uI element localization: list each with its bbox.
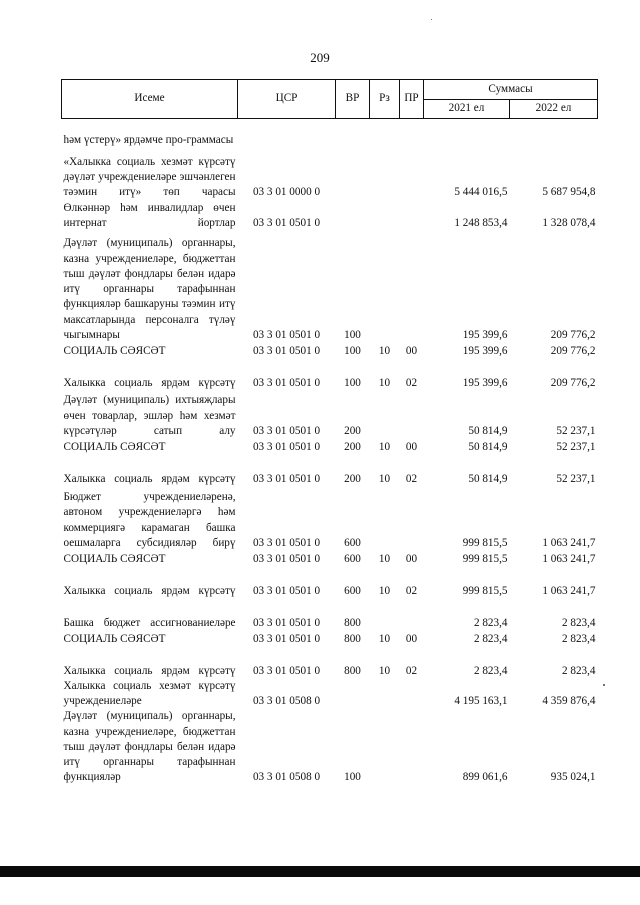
row-pr — [400, 391, 424, 439]
row-sum-2022: 209 776,2 — [550, 344, 596, 357]
row-csr: 03 3 01 0000 0 — [252, 186, 321, 199]
row-pr: 02 — [405, 664, 418, 677]
table-row — [62, 599, 598, 631]
row-csr: 03 3 01 0501 0 — [252, 328, 321, 341]
row-csr — [238, 119, 336, 149]
table-row — [62, 231, 598, 343]
table-row — [62, 679, 598, 709]
row-vr — [336, 201, 370, 231]
row-vr: 100 — [344, 376, 361, 389]
row-csr: 03 3 01 0501 0 — [252, 344, 321, 357]
row-pr: 00 — [405, 440, 418, 453]
row-rz: 10 — [378, 440, 391, 453]
row-sum-2022: 1 063 241,7 — [542, 552, 596, 565]
header-vr: ВР — [336, 80, 370, 119]
row-name: СОЦИАЛЬ СӘЯСӘТ — [63, 440, 166, 453]
row-name: «Халыкка социаль хезмәт күрсәтү дәүләт учреждениеләре эшчәнлеген тәэмин итү» төп чарасы — [63, 155, 236, 199]
row-sum-2021: 2 823,4 — [473, 632, 508, 645]
row-sum-2022: 1 063 241,7 — [542, 584, 596, 597]
header-year-2022: 2022 ел — [510, 100, 598, 119]
row-sum-2022: 2 823,4 — [561, 632, 596, 645]
row-sum-2021: 50 814,9 — [468, 440, 508, 453]
row-vr — [336, 119, 370, 149]
row-vr: 100 — [344, 771, 361, 784]
table-row — [62, 455, 598, 487]
row-sum-2022: 209 776,2 — [550, 376, 596, 389]
row-sum-2021: 5 444 016,5 — [454, 186, 508, 199]
row-vr: 800 — [344, 616, 361, 629]
row-sum-2022: 52 237,1 — [556, 472, 596, 485]
row-pr: 00 — [405, 344, 418, 357]
row-pr — [400, 599, 424, 631]
table-row — [62, 149, 598, 201]
header-sums: Суммасы — [424, 80, 598, 100]
header-rz: Рз — [370, 80, 400, 119]
row-name: СОЦИАЛЬ СӘЯСӘТ — [63, 632, 166, 645]
table-body — [62, 119, 598, 786]
row-rz — [370, 599, 400, 631]
row-pr — [400, 487, 424, 551]
row-sum-2022: 2 823,4 — [561, 664, 596, 677]
row-sum-2022: 5 687 954,8 — [542, 186, 596, 199]
row-vr: 800 — [344, 664, 361, 677]
header-name: Исеме — [62, 80, 238, 119]
row-vr: 100 — [344, 344, 361, 357]
row-sum-2021: 195 399,6 — [462, 344, 508, 357]
row-sum-2022: 1 328 078,4 — [542, 216, 596, 229]
row-rz: 10 — [378, 552, 391, 565]
row-name: Халыкка социаль хезмәт күрсәтү учреждениеләре — [63, 679, 236, 708]
row-name: СОЦИАЛЬ СӘЯСӘТ — [63, 552, 166, 565]
row-name: Бюджет учреждениеләренә, автоном учреждениеләргә һәм коммерциягә карамаган башка оешмаларга субсидияләр бирү — [63, 491, 236, 549]
row-rz: 10 — [378, 664, 391, 677]
row-pr — [400, 149, 424, 201]
table-row — [62, 359, 598, 391]
header-csr: ЦСР — [238, 80, 336, 119]
row-sum-2021 — [424, 119, 510, 149]
row-pr — [400, 679, 424, 709]
row-pr — [400, 201, 424, 231]
header-year-2021: 2021 ел — [424, 100, 510, 119]
row-csr: 03 3 01 0501 0 — [252, 616, 321, 629]
row-rz — [370, 231, 400, 343]
row-csr: 03 3 01 0501 0 — [252, 216, 321, 229]
row-sum-2021: 50 814,9 — [468, 472, 508, 485]
row-vr: 200 — [344, 440, 361, 453]
row-vr: 200 — [344, 472, 361, 485]
row-sum-2022: 209 776,2 — [550, 328, 596, 341]
row-sum-2021: 899 061,6 — [462, 771, 508, 784]
row-pr — [400, 709, 424, 785]
row-vr: 600 — [344, 536, 361, 549]
row-csr: 03 3 01 0508 0 — [252, 771, 321, 784]
row-name: Дәүләт (муниципаль) органнары, казна учреждениеләре, бюджеттан тыш дәүләт фондлары белән идарә итү органнары тарафыннан функцияләр — [63, 710, 236, 784]
row-rz: 10 — [378, 376, 391, 389]
row-sum-2022: 52 237,1 — [556, 440, 596, 453]
row-vr — [336, 149, 370, 201]
row-sum-2022: 1 063 241,7 — [542, 536, 596, 549]
table-row — [62, 551, 598, 567]
header-pr: ПР — [400, 80, 424, 119]
row-vr: 100 — [344, 328, 361, 341]
row-name: Дәүләт (муниципаль) органнары, казна учреждениеләре, бюджеттан тыш дәүләт фондлары белән идарә итү органнары тарафыннан функцияләр башкаруны тәэмин итү максатларында персоналга түләү чыгымнары — [63, 237, 236, 341]
row-rz — [370, 149, 400, 201]
row-sum-2021: 2 823,4 — [473, 664, 508, 677]
table-row — [62, 487, 598, 551]
row-name: Халыкка социаль ярдәм күрсәтү — [63, 376, 236, 389]
row-csr: 03 3 01 0501 0 — [252, 584, 321, 597]
row-sum-2021: 50 814,9 — [468, 424, 508, 437]
row-name: Өлкәннәр һәм инвалидлар өчен интернат йортлар — [63, 201, 236, 229]
row-name: һәм үстерү» ярдәмче про-граммасы — [63, 134, 234, 147]
row-vr: 600 — [344, 584, 361, 597]
budget-table — [61, 79, 598, 785]
row-pr: 00 — [405, 552, 418, 565]
row-sum-2021: 999 815,5 — [462, 536, 508, 549]
row-csr: 03 3 01 0501 0 — [252, 440, 321, 453]
table-row — [62, 567, 598, 599]
table-row — [62, 439, 598, 455]
row-vr — [336, 679, 370, 709]
row-sum-2021: 4 195 163,1 — [454, 695, 508, 708]
row-sum-2021: 999 815,5 — [462, 552, 508, 565]
row-rz: 10 — [378, 344, 391, 357]
row-vr: 800 — [344, 632, 361, 645]
row-sum-2021: 195 399,6 — [462, 376, 508, 389]
row-name: Халыкка социаль ярдәм күрсәтү — [63, 664, 236, 677]
scan-speck — [603, 684, 605, 686]
row-csr: 03 3 01 0501 0 — [252, 552, 321, 565]
row-sum-2021: 2 823,4 — [473, 616, 508, 629]
table-header — [62, 80, 598, 119]
row-rz — [370, 391, 400, 439]
row-sum-2022: 52 237,1 — [556, 424, 596, 437]
scan-edge-bar — [0, 866, 640, 877]
row-csr: 03 3 01 0501 0 — [252, 632, 321, 645]
row-rz — [370, 709, 400, 785]
row-name: Халыкка социаль ярдәм күрсәтү — [63, 472, 236, 485]
row-rz — [370, 119, 400, 149]
scan-speck — [431, 19, 432, 20]
row-sum-2022: 2 823,4 — [561, 616, 596, 629]
row-name: Башка бюджет ассигнованиеләре — [63, 616, 236, 629]
row-csr: 03 3 01 0501 0 — [252, 664, 321, 677]
row-pr: 02 — [405, 472, 418, 485]
row-pr: 00 — [405, 632, 418, 645]
row-name: СОЦИАЛЬ СӘЯСӘТ — [63, 344, 166, 357]
row-rz — [370, 679, 400, 709]
row-pr — [400, 119, 424, 149]
row-pr: 02 — [405, 376, 418, 389]
row-sum-2021: 1 248 853,4 — [454, 216, 508, 229]
row-vr: 200 — [344, 424, 361, 437]
row-rz — [370, 201, 400, 231]
row-name: Дәүләт (муниципаль) ихтыяҗлары өчен товарлар, эшләр һәм хезмәт күрсәтүләр сатып алу — [63, 394, 236, 437]
row-csr: 03 3 01 0501 0 — [252, 536, 321, 549]
row-sum-2022 — [510, 119, 598, 149]
table-row — [62, 709, 598, 785]
row-name: Халыкка социаль ярдәм күрсәтү — [63, 584, 236, 597]
row-sum-2021: 999 815,5 — [462, 584, 508, 597]
table-row — [62, 201, 598, 231]
row-rz: 10 — [378, 584, 391, 597]
row-sum-2022: 4 359 876,4 — [542, 695, 596, 708]
row-pr — [400, 231, 424, 343]
row-vr: 600 — [344, 552, 361, 565]
page-number: 209 — [310, 50, 330, 65]
table-row — [62, 391, 598, 439]
table-row — [62, 647, 598, 679]
table-row — [62, 343, 598, 359]
table-row — [62, 119, 598, 149]
row-pr: 02 — [405, 584, 418, 597]
row-sum-2022: 935 024,1 — [550, 771, 596, 784]
table-row — [62, 631, 598, 647]
row-csr: 03 3 01 0501 0 — [252, 424, 321, 437]
row-csr: 03 3 01 0508 0 — [252, 695, 321, 708]
row-rz — [370, 487, 400, 551]
row-sum-2021: 195 399,6 — [462, 328, 508, 341]
row-csr: 03 3 01 0501 0 — [252, 376, 321, 389]
row-rz: 10 — [378, 472, 391, 485]
row-csr: 03 3 01 0501 0 — [252, 472, 321, 485]
row-rz: 10 — [378, 632, 391, 645]
